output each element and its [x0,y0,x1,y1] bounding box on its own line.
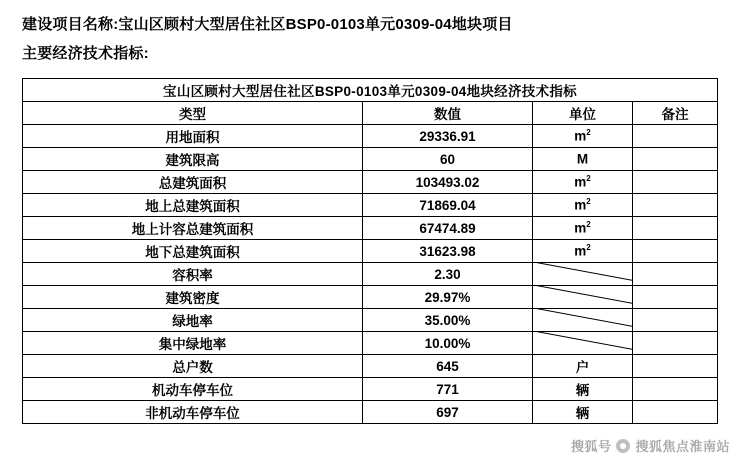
row-remark [633,332,718,355]
table-row [23,332,718,355]
row-unit: $m^2$ [533,217,633,240]
table-row [23,240,718,263]
table-row [23,263,718,286]
table-row [23,355,718,378]
row-unit: $m^2$ [533,240,633,263]
table-row [23,309,718,332]
row-unit: M [533,148,633,171]
row-type: 建筑密度 [23,286,363,309]
row-remark [633,171,718,194]
row-unit [533,309,633,332]
row-value: 2.30 [363,263,533,286]
row-value: 67474.89 [363,217,533,240]
table-row [23,378,718,401]
row-remark [633,194,718,217]
row-remark [633,401,718,424]
row-type: 建筑限高 [23,148,363,171]
row-value: 10.00% [363,332,533,355]
row-value: 697 [363,401,533,424]
table-row [23,286,718,309]
indicators-subheading: 主要经济技术指标: [22,45,149,62]
row-value: 771 [363,378,533,401]
column-header-type: 类型 [23,102,363,125]
table-row [23,125,718,148]
row-remark [633,263,718,286]
watermark [571,436,730,455]
table-title: 宝山区顾村大型居住社区BSP0-0103单元0309-04地块经济技术指标 [23,79,718,102]
economic-indicators-table [22,78,718,424]
row-type: 绿地率 [23,309,363,332]
row-type: 机动车停车位 [23,378,363,401]
row-type: 地下总建筑面积 [23,240,363,263]
table-row [23,171,718,194]
row-unit [533,263,633,286]
row-type: 地上计容总建筑面积 [23,217,363,240]
row-value: 103493.02 [363,171,533,194]
row-value: 29.97% [363,286,533,309]
table-row [23,194,718,217]
watermark-text-right: 搜狐焦点淮南站 [635,439,730,454]
row-unit: 辆 [533,378,633,401]
row-unit [533,332,633,355]
row-remark [633,286,718,309]
table-row [23,217,718,240]
row-value: 35.00% [363,309,533,332]
column-header-unit: 单位 [533,102,633,125]
table-header-row [23,102,718,125]
column-header-remark: 备注 [633,102,718,125]
row-remark [633,355,718,378]
sohu-logo-icon [616,439,630,453]
row-remark [633,378,718,401]
row-type: 地上总建筑面积 [23,194,363,217]
table-row [23,148,718,171]
row-remark [633,309,718,332]
row-value: 31623.98 [363,240,533,263]
row-remark [633,125,718,148]
row-value: 71869.04 [363,194,533,217]
column-header-value: 数值 [363,102,533,125]
row-unit [533,286,633,309]
row-unit: 辆 [533,401,633,424]
table-body [23,79,718,424]
row-type: 用地面积 [23,125,363,148]
row-value: 645 [363,355,533,378]
row-type: 总建筑面积 [23,171,363,194]
row-unit: $m^2$ [533,171,633,194]
row-unit: $m^2$ [533,125,633,148]
row-unit: $m^2$ [533,194,633,217]
row-value: 29336.91 [363,125,533,148]
row-type: 集中绿地率 [23,332,363,355]
row-type: 非机动车停车位 [23,401,363,424]
row-remark [633,217,718,240]
row-type: 总户数 [23,355,363,378]
row-value: 60 [363,148,533,171]
table-title-row [23,79,718,102]
table-row [23,401,718,424]
row-remark [633,148,718,171]
row-remark [633,240,718,263]
row-unit: 户 [533,355,633,378]
watermark-text-left: 搜狐号 [570,439,612,454]
row-type: 容积率 [23,263,363,286]
project-name-heading: 建设项目名称:宝山区顾村大型居住社区BSP0-0103单元0309-04地块项目 [22,16,513,33]
